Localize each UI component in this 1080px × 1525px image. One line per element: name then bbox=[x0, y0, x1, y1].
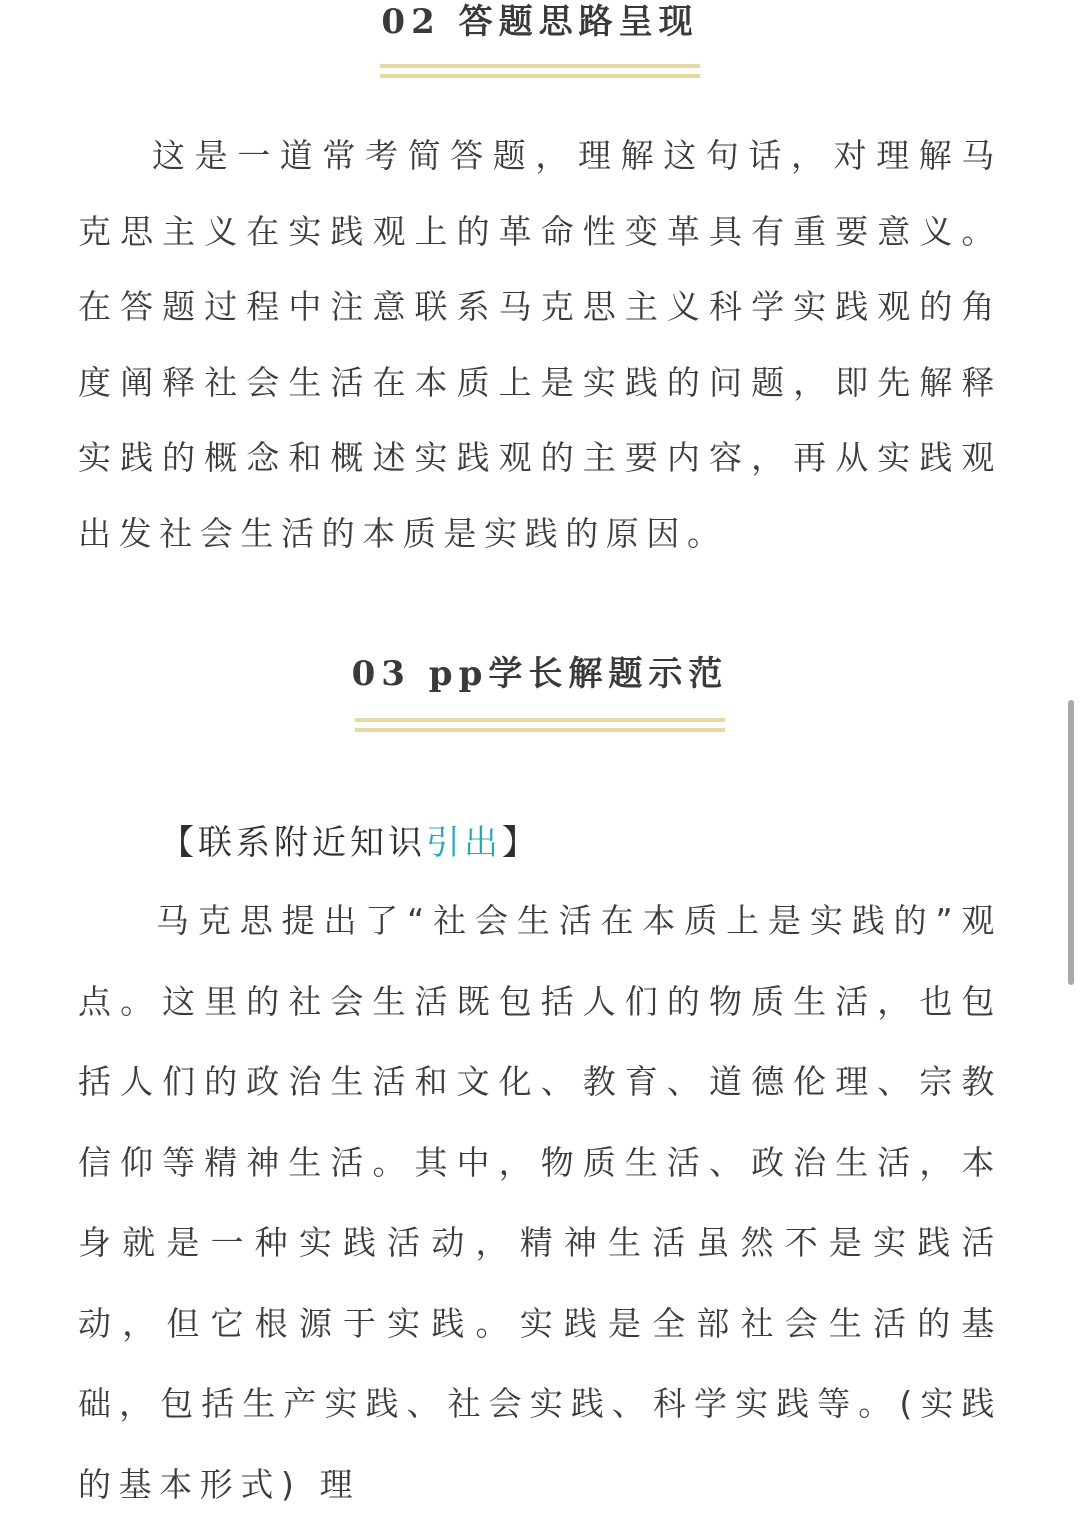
section-2-title-divider bbox=[380, 64, 700, 78]
section-3-subheading bbox=[160, 808, 540, 878]
subheading-suffix: 】 bbox=[502, 823, 540, 863]
section-3-paragraph: 马克思提出了“社会生活在本质上是实践的”观点。这里的社会生活既包括人们的物质生活，也包括人们的政治生活和文化、教育、道德伦理、宗教信仰等精神生活。其中，物质生活、政治生活，本身就是一种实践活动，精神生活虽然不是实践活动，但它根源于实践。实践是全部社会生活的基础，包括生产实践、社会实践、科学实践等。(实践的基本形式) 理 bbox=[78, 901, 1002, 1504]
vertical-scrollbar[interactable] bbox=[1068, 700, 1074, 985]
section-3-title: 03 pp学长解题示范 bbox=[351, 654, 729, 694]
section-3-title-divider bbox=[355, 718, 725, 732]
subheading-accent: 引出 bbox=[426, 823, 502, 863]
section-2-paragraph: 这是一道常考简答题，理解这句话，对理解马克思主义在实践观上的革命性变革具有重要意义。在答题过程中注意联系马克思主义科学实践观的角度阐释社会生活在本质上是实践的问题，即先解释实践的概念和概述实践观的主要内容，再从实践观出发社会生活的本质是实践的原因。 bbox=[78, 136, 1002, 553]
section-2-title: 02 答题思路呈现 bbox=[381, 2, 699, 42]
subheading-prefix: 【联系附近知识 bbox=[160, 823, 426, 863]
